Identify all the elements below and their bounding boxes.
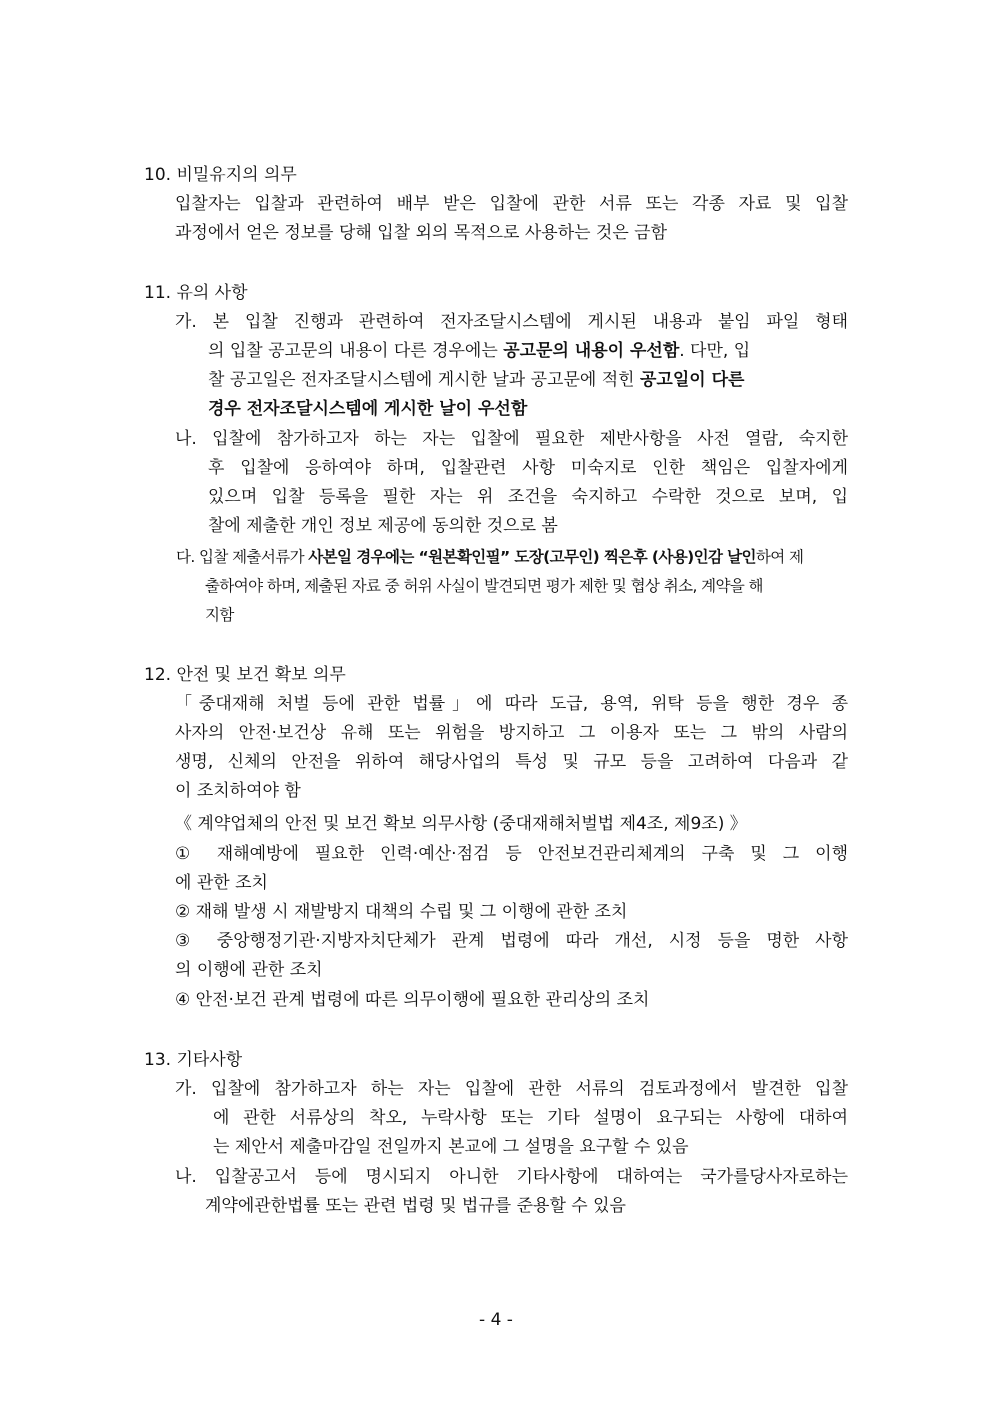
section-12-item-3-line-1: ③ 중앙행정기관·지방자치단체가 관계 법령에 따라 개선, 시정 등을 명한 사항 bbox=[175, 931, 848, 951]
section-10-title: 10. 비밀유지의 의무 bbox=[144, 165, 297, 185]
section-12-para-line-4: 이 조치하여야 함 bbox=[175, 781, 301, 801]
emphasis-original-stamp: 사본일 경우에는 “원본확인필” 도장(고무인) 찍은후 (사용)인감 날인 bbox=[308, 548, 756, 566]
section-12-para-line-1: 「중대재해 처벌 등에 관한 법률」에 따라 도급, 용역, 위탁 등을 행한 경우 종 bbox=[175, 694, 848, 714]
section-12-subheading: 《 계약업체의 안전 및 보건 확보 의무사항 (중대재해처벌법 제4조, 제9조) 》 bbox=[175, 814, 747, 834]
section-12-item-1-line-1: ① 재해예방에 필요한 인력·예산·점검 등 안전보건관리체계의 구축 및 그 이행 bbox=[175, 844, 848, 864]
section-13-item-ga-line-1: 가. 입찰에 참가하고자 하는 자는 입찰에 관한 서류의 검토과정에서 발견한 입찰 bbox=[175, 1079, 848, 1099]
section-12-item-1-line-2: 에 관한 조치 bbox=[175, 873, 268, 893]
section-13-item-na-line-1: 나. 입찰공고서 등에 명시되지 아니한 기타사항에 대하여는 국가를당사자로하는 bbox=[175, 1167, 848, 1187]
section-12-item-3-line-2: 의 이행에 관한 조치 bbox=[175, 960, 323, 980]
section-11-item-ga-line-2: 의 입찰 공고문의 내용이 다른 경우에는 공고문의 내용이 우선함. 다만, 입 bbox=[208, 341, 751, 361]
emphasis-notice-date: 공고일이 다른 bbox=[639, 370, 745, 390]
section-11-item-da-line-1: 다. 입찰 제출서류가 사본일 경우에는 “원본확인필” 도장(고무인) 찍은후 (사용)인감 날인하여 제 bbox=[176, 548, 804, 566]
section-11-item-da-line-2: 출하여야 하며, 제출된 자료 중 허위 사실이 발견되면 평가 제한 및 협상 취소, 계약을 해 bbox=[205, 577, 763, 595]
section-11-item-na-line-2: 후 입찰에 응하여야 하며, 입찰관련 사항 미숙지로 인한 책임은 입찰자에게 bbox=[208, 458, 848, 478]
section-11-item-ga-line-1: 가. 본 입찰 진행과 관련하여 전자조달시스템에 게시된 내용과 붙임 파일 형태 bbox=[175, 312, 848, 332]
section-10-line-2: 과정에서 얻은 정보를 당해 입찰 외의 목적으로 사용하는 것은 금함 bbox=[175, 223, 668, 243]
section-13-title: 13. 기타사항 bbox=[144, 1050, 243, 1070]
section-12-title: 12. 안전 및 보건 확보 의무 bbox=[144, 665, 346, 685]
page-number: - 4 - bbox=[479, 1310, 513, 1330]
section-13-item-ga-line-3: 는 제안서 제출마감일 전일까지 본교에 그 설명을 요구할 수 있음 bbox=[213, 1137, 689, 1157]
section-13-item-na-line-2: 계약에관한법률 또는 관련 법령 및 법규를 준용할 수 있음 bbox=[205, 1196, 626, 1216]
section-11-item-na-line-3: 있으며 입찰 등록을 필한 자는 위 조건을 숙지하고 수락한 것으로 보며, 입 bbox=[208, 487, 848, 507]
section-12-item-4: ④ 안전·보건 관계 법령에 따른 의무이행에 필요한 관리상의 조치 bbox=[175, 990, 650, 1010]
section-13-item-ga-line-2: 에 관한 서류상의 착오, 누락사항 또는 기타 설명이 요구되는 사항에 대하여 bbox=[213, 1108, 848, 1128]
section-12-para-line-2: 사자의 안전·보건상 유해 또는 위험을 방지하고 그 이용자 또는 그 밖의 사람의 bbox=[175, 723, 848, 743]
section-12-para-line-3: 생명, 신체의 안전을 위하여 해당사업의 특성 및 규모 등을 고려하여 다음과 같 bbox=[175, 752, 848, 772]
section-12-item-2: ② 재해 발생 시 재발방지 대책의 수립 및 그 이행에 관한 조치 bbox=[175, 902, 628, 922]
emphasis-notice-priority: 공고문의 내용이 우선함 bbox=[503, 341, 680, 361]
section-11-item-na-line-4: 찰에 제출한 개인 정보 제공에 동의한 것으로 봄 bbox=[208, 516, 558, 536]
section-11-item-na-line-1: 나. 입찰에 참가하고자 하는 자는 입찰에 필요한 제반사항을 사전 열람, 숙지한 bbox=[175, 429, 848, 449]
section-11-item-da-line-3: 지함 bbox=[205, 606, 234, 624]
section-11-title: 11. 유의 사항 bbox=[144, 283, 248, 303]
section-11-item-ga-line-3: 찰 공고일은 전자조달시스템에 게시한 날과 공고문에 적힌 공고일이 다른 bbox=[208, 370, 745, 390]
section-10-line-1: 입찰자는 입찰과 관련하여 배부 받은 입찰에 관한 서류 또는 각종 자료 및 입찰 bbox=[175, 194, 848, 214]
section-11-item-ga-line-4: 경우 전자조달시스템에 게시한 날이 우선함 bbox=[208, 399, 528, 419]
